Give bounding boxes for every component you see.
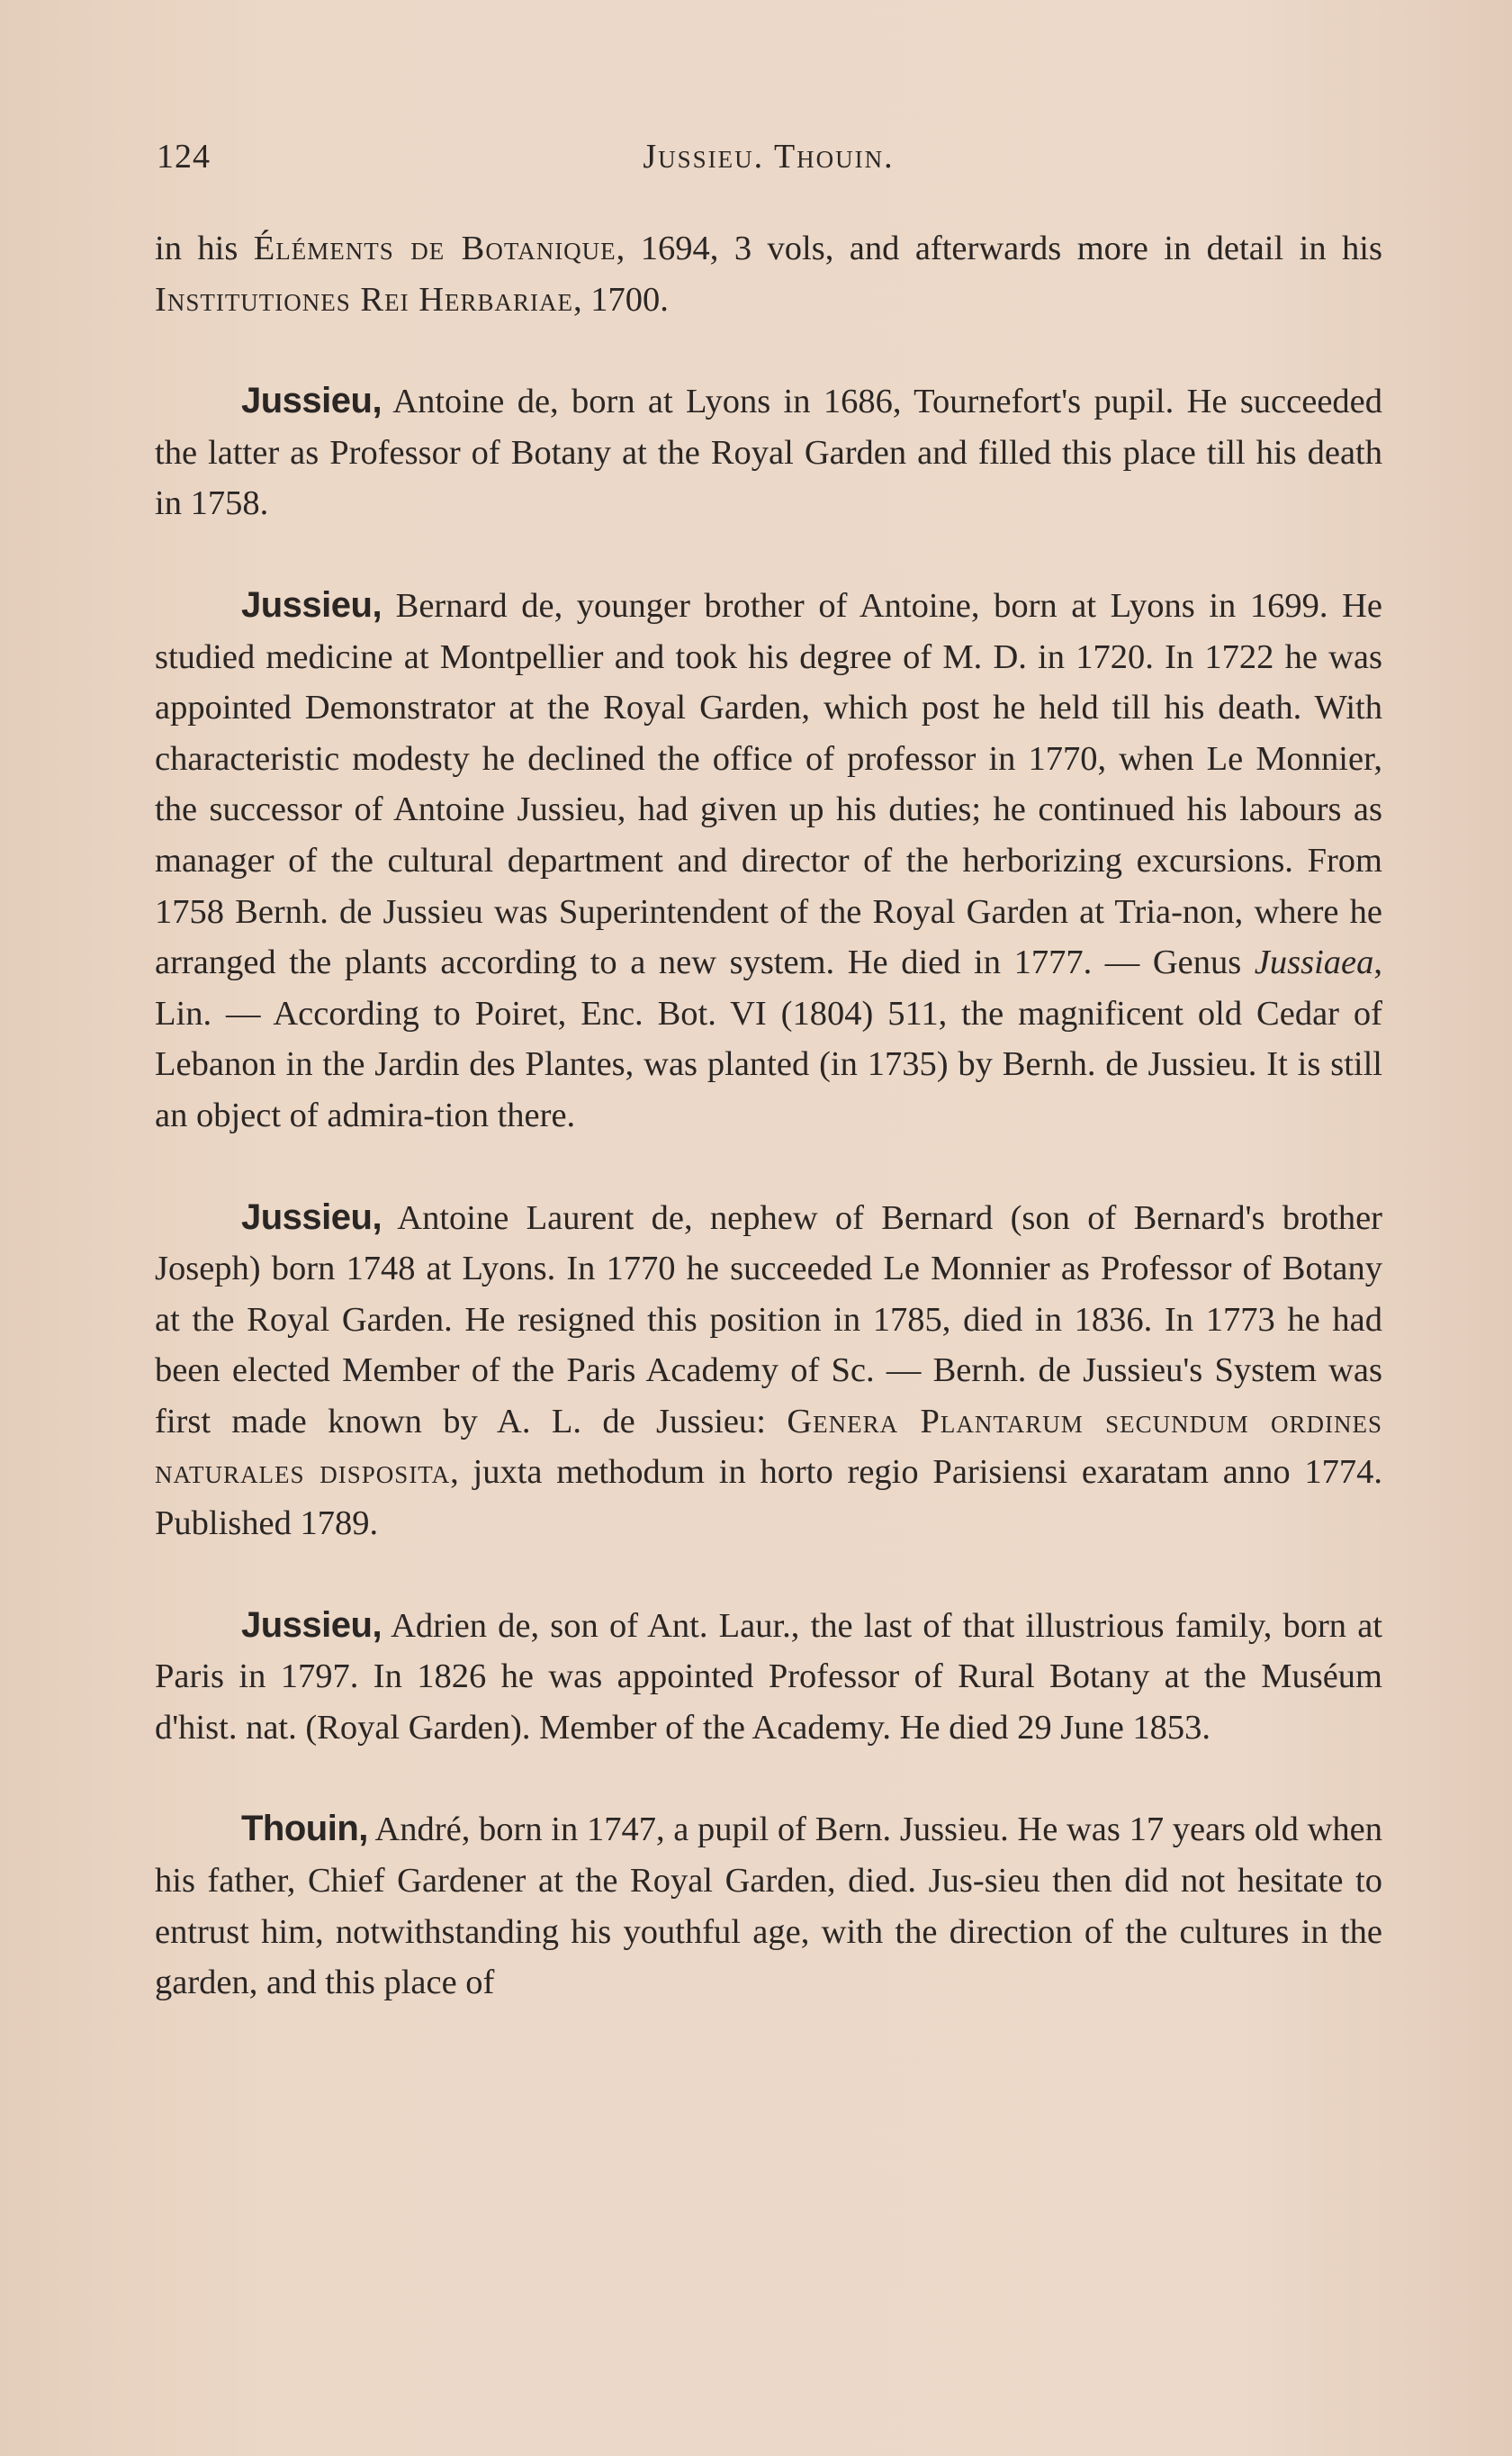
text-run: André, born in 1747, a pupil of Bern. Jussieu. He was 17 years old when his father, Chief Gardener at the Royal Garden, died. Jus-sieu then did not hesitate to entrust him, notwithstanding his youthful age, with the direction of the cultures in the garden, and this place of bbox=[155, 1810, 1382, 2002]
entry-adrien-jussieu bbox=[155, 1600, 1382, 1754]
text-run: Adrien de, son of Ant. Laur., the last of that illustrious family, born at Paris in 1797. In 1826 he was appointed Professor of Rural Botany at the Muséum d'hist. nat. (Royal Garden). Member of the Academy. He died 29 June 1853. bbox=[155, 1606, 1382, 1747]
book-title: Institutiones Rei Herbariae bbox=[155, 280, 574, 319]
text-run: , 1694, 3 vols, and afterwards more in detail in his bbox=[616, 230, 1382, 267]
text-run: Antoine Laurent de, nephew of Bernard (son of Bernard's brother Joseph) born 1748 at Lyons. In 1770 he succeeded Le Monnier as Professor of Botany at the Royal Garden. He resigned this position in 1785, died in 1836. In 1773 he had been elected Member of the Paris Academy of Sc. — Bernh. de Jussieu's System was first made known by A. L. de Jussieu: bbox=[155, 1198, 1382, 1440]
page-number: 124 bbox=[157, 138, 211, 176]
entry-andre-thouin bbox=[155, 1803, 1382, 2008]
text-run: in his bbox=[155, 230, 254, 267]
page-body bbox=[155, 223, 1382, 2009]
entry-antoine-laurent-jussieu bbox=[155, 1192, 1382, 1549]
running-head: Jussieu. Thouin. bbox=[643, 138, 895, 176]
entry-antoine-jussieu bbox=[155, 375, 1382, 529]
paragraph-continuation bbox=[155, 223, 1382, 325]
entry-name: Jussieu, bbox=[241, 1196, 382, 1237]
entry-name: Jussieu, bbox=[241, 584, 382, 625]
book-title: Éléments de Botanique bbox=[253, 230, 616, 267]
page-header bbox=[155, 137, 1382, 189]
book-title: Genera Plantarum secundum ordines naturales disposita bbox=[155, 1402, 1382, 1492]
text-run: , juxta methodum in horto regio Parisiensi exaratam anno 1774. Published 1789. bbox=[155, 1453, 1382, 1543]
entry-name: Thouin, bbox=[241, 1809, 368, 1849]
text-run: Antoine de, born at Lyons in 1686, Tournefort's pupil. He succeeded the latter as Professor of Botany at the Royal Garden and filled this place till his death in 1758. bbox=[155, 383, 1382, 523]
text-run: , Lin. — According to Poiret, Enc. Bot. VI (1804) 511, the magnificent old Cedar of Lebanon in the Jardin des Plantes, was planted (in 1735) by Bernh. de Jussieu. It is still an object of admira-tion there. bbox=[155, 944, 1382, 1134]
entry-bernard-jussieu bbox=[155, 580, 1382, 1142]
entry-name: Jussieu, bbox=[241, 381, 382, 421]
text-run: Bernard de, younger brother of Antoine, born at Lyons in 1699. He studied medicine at Montpellier and took his degree of M. D. in 1720. In 1722 he was appointed Demonstrator at the Royal Garden, which post he held till his death. With characteristic modesty he declined the office of professor in 1770, when Le Monnier, the successor of Antoine Jussieu, had given up his duties; he continued his labours as manager of the cultural department and director of the herborizing excursions. From 1758 Bernh. de Jussieu was Superintendent of the Royal Garden at Tria-non, where he arranged the plants according to a new system. He died in 1777. — Genus bbox=[155, 586, 1382, 982]
entry-name: Jussieu, bbox=[241, 1604, 382, 1645]
genus-name: Jussiaea bbox=[1254, 944, 1374, 982]
text-run: , 1700. bbox=[573, 280, 669, 319]
